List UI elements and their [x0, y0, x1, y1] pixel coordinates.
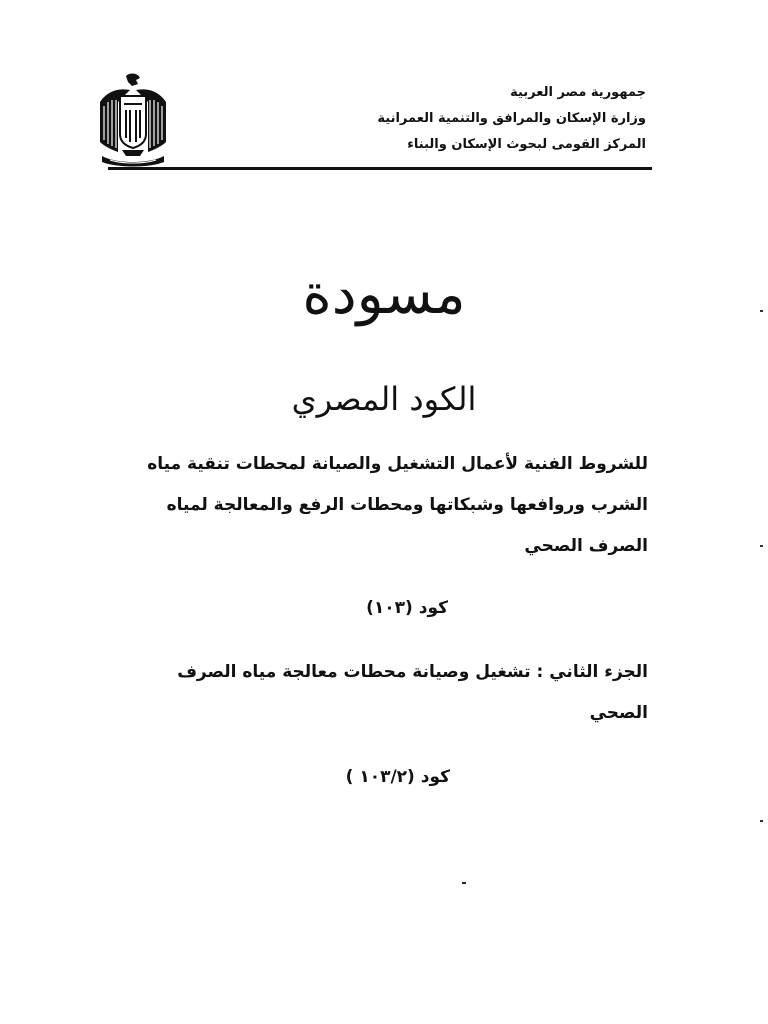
code-description [147, 444, 648, 567]
header-text [286, 80, 646, 158]
scan-edge-mark [760, 820, 763, 822]
part-two-line: الصحي [589, 703, 648, 723]
draft-title: مسودة [302, 262, 466, 327]
part-two-title [168, 652, 648, 734]
code-title: الكود المصري [291, 380, 477, 418]
scan-speck [462, 882, 466, 884]
description-line: الشرب وروافعها وشبكاتها ومحطات الرفع والمعالجة لمياه [166, 495, 648, 515]
header-country: جمهورية مصر العربية [510, 85, 646, 100]
header-center: المركز القومى لبحوث الإسكان والبناء [407, 137, 646, 152]
description-line: الصرف الصحي [524, 536, 648, 556]
header-divider [108, 167, 652, 170]
header-ministry: وزارة الإسكان والمرافق والتنمية العمرانية [377, 111, 646, 126]
description-line: للشروط الفنية لأعمال التشغيل والصيانة لمحطات تنقية مياه [147, 454, 648, 474]
egypt-eagle-emblem-icon [96, 72, 170, 168]
part-two-code-number: كود (١٠٣/٢ ) [345, 767, 450, 787]
part-two-line: الجزء الثاني : تشغيل وصيانة محطات معالجة مياه الصرف [177, 662, 648, 682]
scan-edge-mark [760, 310, 763, 312]
scan-edge-mark [760, 545, 763, 547]
code-number: كود (١٠٣) [366, 598, 448, 618]
